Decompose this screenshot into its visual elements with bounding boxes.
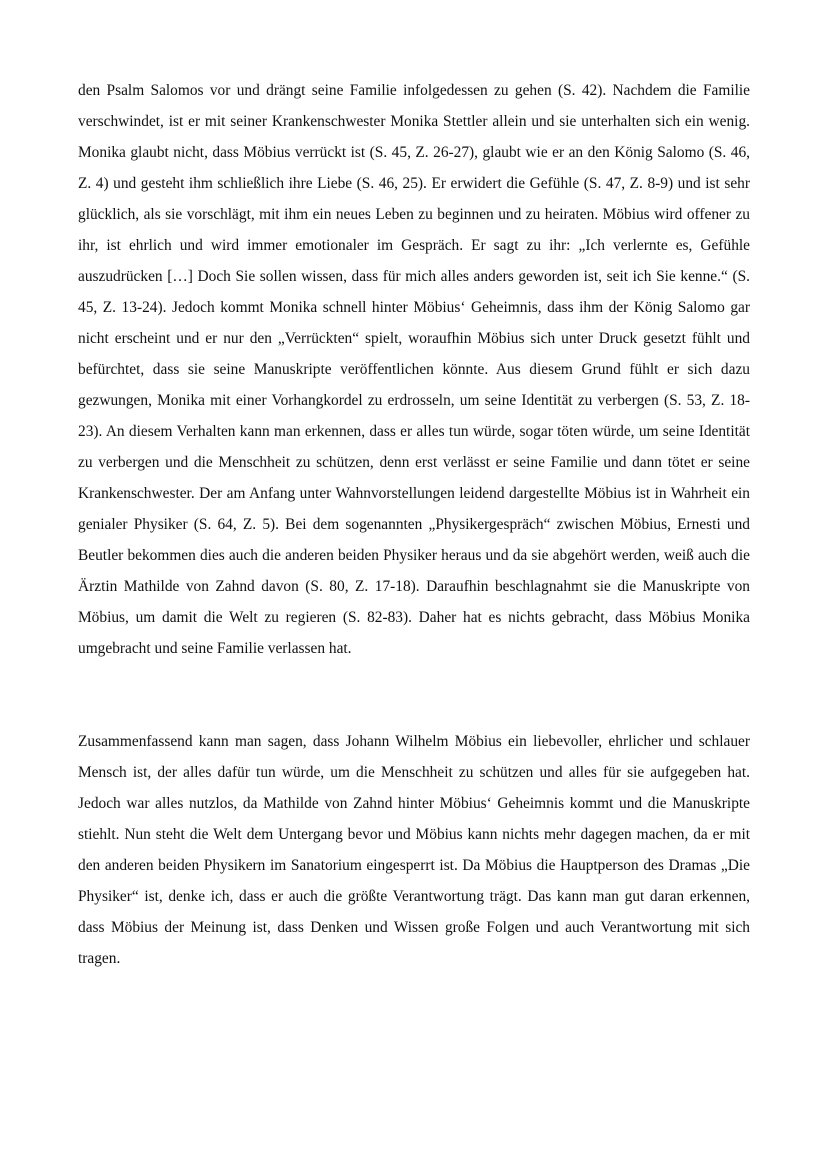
body-paragraph-2: Zusammenfassend kann man sagen, dass Johann Wilhelm Möbius ein liebevoller, ehrlicher und schlauer Mensch ist, der alles dafür tun würde, um die Menschheit zu schützen und alles für sie aufgegeben hat. Jedoch war alles nutzlos, da Mathilde von Zahnd hinter Möbius‘ Geheimnis kommt und die Manuskripte stiehlt. Nun steht die Welt dem Untergang bevor und Möbius kann nichts mehr dagegen machen, da er mit den anderen beiden Physikern im Sanatorium eingesperrt ist. Da Möbius die Hauptperson des Dramas „Die Physiker“ ist, denke ich, dass er auch die größte Verantwortung trägt. Das kann man gut daran erkennen, dass Möbius der Meinung ist, dass Denken und Wissen große Folgen und auch Verantwortung mit sich tragen. <box>78 733 750 967</box>
body-paragraph-1: den Psalm Salomos vor und drängt seine Familie infolgedessen zu gehen (S. 42). Nachdem die Familie verschwindet, ist er mit seiner Krankenschwester Monika Stettler allein und sie unterhalten sich ein wenig. Monika glaubt nicht, dass Möbius verrückt ist (S. 45, Z. 26-27), glaubt wie er an den König Salomo (S. 46, Z. 4) und gesteht ihm schließlich ihre Liebe (S. 46, 25). Er erwidert die Gefühle (S. 47, Z. 8-9) und ist sehr glücklich, als sie vorschlägt, mit ihm ein neues Leben zu beginnen und zu heiraten. Möbius wird offener zu ihr, ist ehrlich und wird immer emotionaler im Gespräch. Er sagt zu ihr: „Ich verlernte es, Gefühle auszudrücken […] Doch Sie sollen wissen, dass für mich alles anders geworden ist, seit ich Sie kenne.“ (S. 45, Z. 13-24). Jedoch kommt Monika schnell hinter Möbius‘ Geheimnis, dass ihm der König Salomo gar nicht erscheint und er nur den „Verrückten“ spielt, woraufhin Möbius sich unter Druck gesetzt fühlt und befürchtet, dass sie seine Manuskripte veröffentlichen könnte. Aus diesem Grund fühlt er sich dazu gezwungen, Monika mit einer Vorhangkordel zu erdrosseln, um seine Identität zu verbergen (S. 53, Z. 18-23). An diesem Verhalten kann man erkennen, dass er alles tun würde, sogar töten würde, um seine Identität zu verbergen und die Menschheit zu schützen, denn erst verlässt er seine Familie und dann tötet er seine Krankenschwester. Der am Anfang unter Wahnvorstellungen leidend dargestellte Möbius ist in Wahrheit ein genialer Physiker (S. 64, Z. 5). Bei dem sogenannten „Physikergespräch“ zwischen Möbius, Ernesti und Beutler bekommen dies auch die anderen beiden Physiker heraus und da sie abgehört werden, weiß auch die Ärztin Mathilde von Zahnd davon (S. 80, Z. 17-18). Daraufhin beschlagnahmt sie die Manuskripte von Möbius, um damit die Welt zu regieren (S. 82-83). Daher hat es nichts gebracht, dass Möbius Monika umgebracht und seine Familie verlassen hat. <box>78 82 750 657</box>
